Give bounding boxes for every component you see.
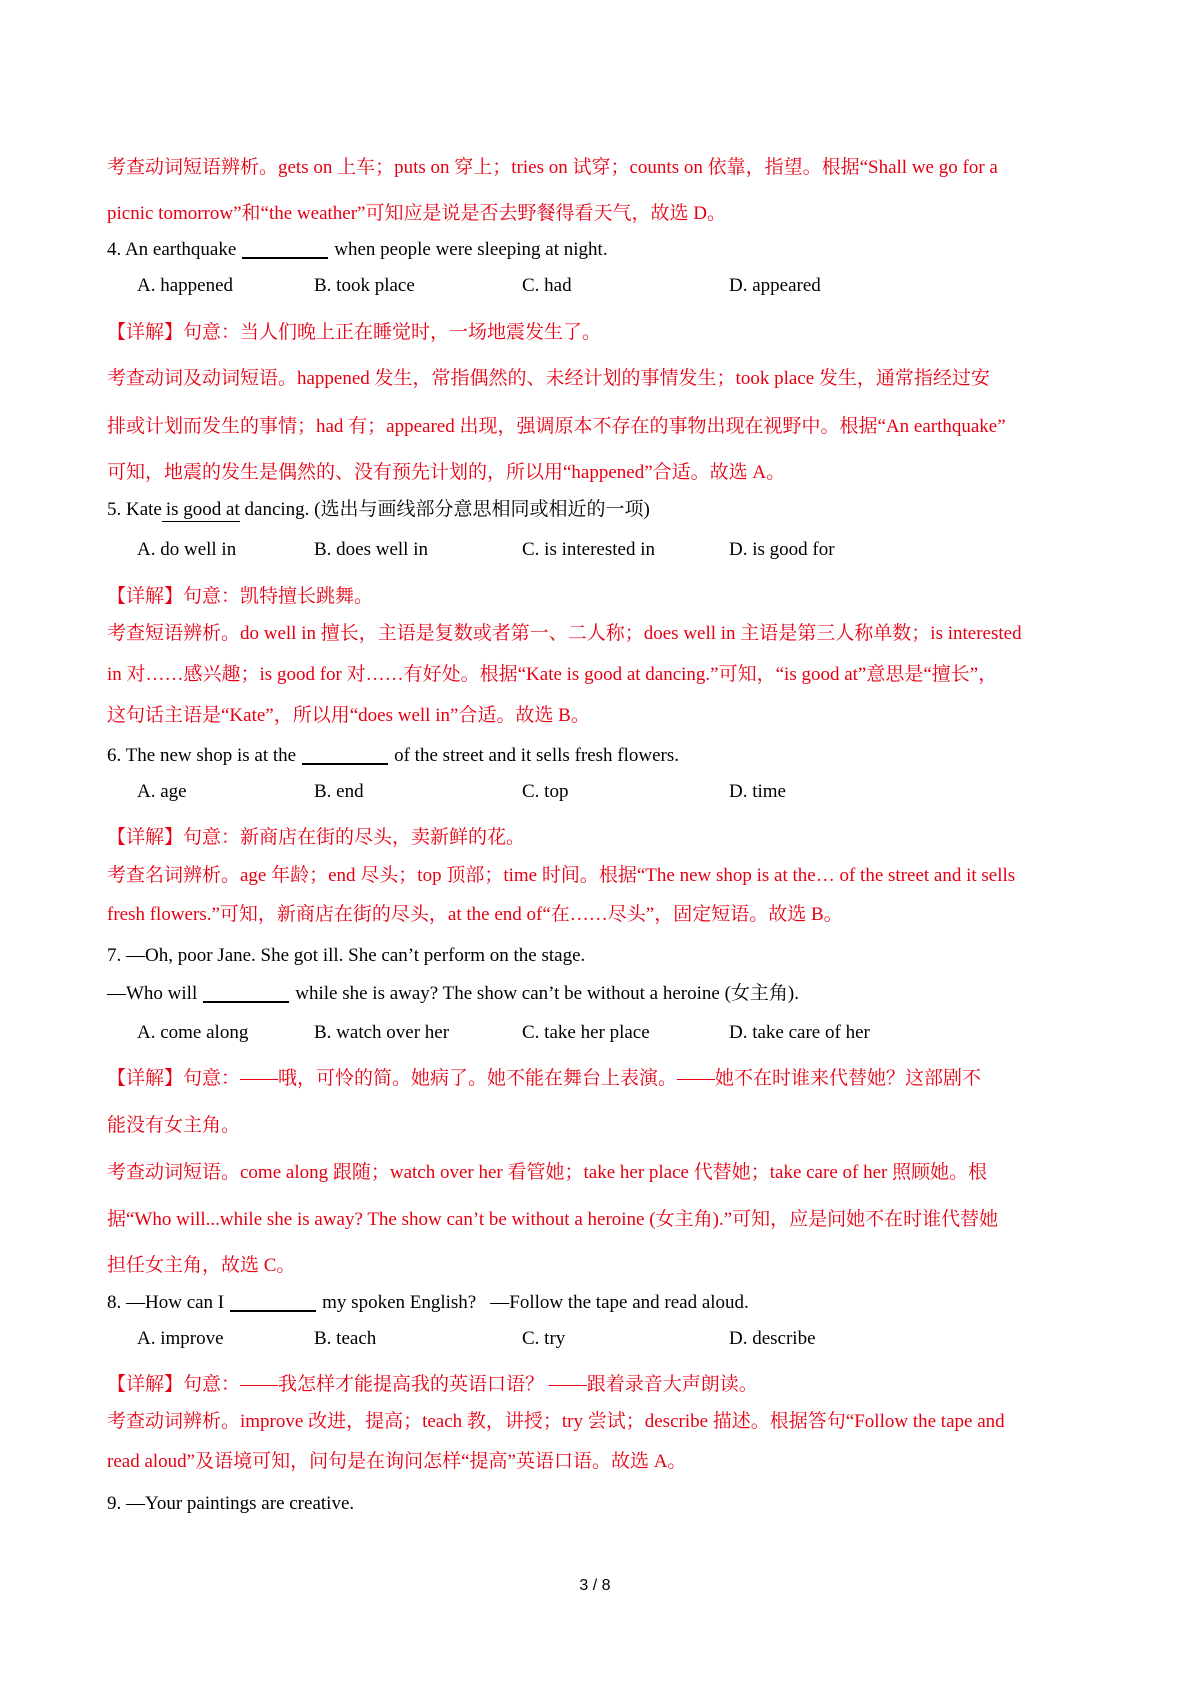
- option-c: C. is interested in: [522, 539, 655, 560]
- stem-text: Kate: [126, 499, 162, 520]
- stem-text: when people were sleeping at night.: [334, 239, 608, 260]
- underlined-phrase: is good at: [162, 499, 240, 522]
- option-b: B. teach: [314, 1328, 377, 1349]
- option-c: C. top: [522, 781, 569, 802]
- stem-text: —Oh, poor Jane. She got ill. She can’t perform on the stage.: [126, 945, 586, 966]
- stem-text: The new shop is at the: [125, 745, 297, 766]
- option-d: D. time: [729, 781, 786, 802]
- question-5-stem: [107, 498, 650, 522]
- stem-text: dancing. (选出与画线部分意思相同或相近的一项): [244, 499, 650, 520]
- detail-line: 【详解】句意：凯特擅长跳舞。: [107, 586, 374, 607]
- answer-blank: [230, 1292, 316, 1312]
- explanation-line: in 对……感兴趣；is good for 对……有好处。根据“Kate is good at dancing.”可知，“is good at”意思是“擅长”，: [107, 664, 998, 685]
- answer-blank: [302, 745, 388, 765]
- option-d: D. take care of her: [729, 1022, 870, 1043]
- option-d: D. appeared: [729, 275, 821, 296]
- page-number: 3 / 8: [579, 1577, 611, 1594]
- reply-text: —Follow the tape and read aloud.: [490, 1292, 749, 1313]
- question-6-stem: [107, 744, 679, 768]
- stem-text: —Who will: [107, 983, 198, 1004]
- explanation-line: 排或计划而发生的事情；had 有；appeared 出现，强调原本不存在的事物出现在视野中。根据“An earthquake”: [107, 416, 1006, 437]
- question-number: 8.: [107, 1292, 122, 1313]
- explanation-line: 这句话主语是“Kate”，所以用“does well in”合适。故选 B。: [107, 705, 590, 726]
- question-8-stem: [107, 1291, 749, 1315]
- option-b: B. watch over her: [314, 1022, 450, 1043]
- detail-line: 【详解】句意：——哦，可怜的简。她病了。她不能在舞台上表演。——她不在时谁来代替她？这部剧不: [107, 1068, 982, 1089]
- explanation-line: 考查动词辨析。improve 改进，提高；teach 教，讲授；try 尝试；describe 描述。根据答句“Follow the tape and: [107, 1411, 1005, 1432]
- explanation-line: read aloud”及语境可知，问句是在询问怎样“提高”英语口语。故选 A。: [107, 1451, 687, 1472]
- stem-text: of the street and it sells fresh flowers.: [394, 745, 680, 766]
- explanation-line: picnic tomorrow”和“the weather”可知应是说是否去野餐得看天气，故选 D。: [107, 203, 726, 224]
- question-number: 9.: [107, 1493, 122, 1514]
- option-b: B. end: [314, 781, 364, 802]
- detail-line: 能没有女主角。: [107, 1115, 241, 1136]
- question-number: 6.: [107, 745, 122, 766]
- answer-blank: [242, 239, 328, 259]
- explanation-line: 考查动词及动词短语。happened 发生，常指偶然的、未经计划的事情发生；took place 发生，通常指经过安: [107, 368, 990, 389]
- option-d: D. is good for: [729, 539, 835, 560]
- question-9-stem: [107, 1492, 354, 1516]
- explanation-line: 考查短语辨析。do well in 擅长，主语是复数或者第一、二人称；does well in 主语是第三人称单数；is interested: [107, 623, 1022, 644]
- explanation-line: 据“Who will...while she is away? The show can’t be without a heroine (女主角).”可知，应是问她不在时谁代替她: [107, 1209, 999, 1230]
- detail-line: 【详解】句意：——我怎样才能提高我的英语口语？ ——跟着录音大声朗读。: [107, 1374, 758, 1395]
- detail-line: 【详解】句意：新商店在街的尽头，卖新鲜的花。: [107, 827, 526, 848]
- stem-text: my spoken English?: [322, 1292, 477, 1313]
- question-number: 7.: [107, 945, 122, 966]
- question-number: 5.: [107, 499, 122, 520]
- option-a: A. come along: [137, 1022, 249, 1043]
- explanation-line: 考查动词短语。come along 跟随；watch over her 看管她；take her place 代替她；take care of her 照顾她。根: [107, 1162, 988, 1183]
- explanation-line: 可知，地震的发生是偶然的、没有预先计划的，所以用“happened”合适。故选 A。: [107, 462, 786, 483]
- option-c: C. had: [522, 275, 572, 296]
- option-b: B. does well in: [314, 539, 428, 560]
- question-4-stem: [107, 238, 608, 262]
- option-c: C. try: [522, 1328, 566, 1349]
- option-a: A. improve: [137, 1328, 224, 1349]
- question-number: 4.: [107, 239, 122, 260]
- option-a: A. age: [137, 781, 187, 802]
- stem-text: An earthquake: [124, 239, 237, 260]
- option-d: D. describe: [729, 1328, 816, 1349]
- stem-text: —Your paintings are creative.: [126, 1493, 355, 1514]
- explanation-line: 担任女主角，故选 C。: [107, 1255, 296, 1276]
- stem-text: —How can I: [126, 1292, 225, 1313]
- detail-line: 【详解】句意：当人们晚上正在睡觉时，一场地震发生了。: [107, 322, 602, 343]
- stem-text: while she is away? The show can’t be without a heroine (女主角).: [295, 983, 799, 1004]
- question-7-stem: [107, 944, 585, 968]
- explanation-line: fresh flowers.”可知，新商店在街的尽头，at the end of“在……尽头”，固定短语。故选 B。: [107, 904, 843, 925]
- question-7-stem-line-2: [107, 982, 799, 1006]
- explanation-line: 考查动词短语辨析。gets on 上车；puts on 穿上；tries on 试穿；counts on 依靠，指望。根据“Shall we go for a: [107, 157, 998, 178]
- option-a: A. happened: [137, 275, 234, 296]
- option-a: A. do well in: [137, 539, 237, 560]
- answer-blank: [203, 983, 289, 1003]
- option-c: C. take her place: [522, 1022, 650, 1043]
- explanation-line: 考查名词辨析。age 年龄；end 尽头；top 顶部；time 时间。根据“The new shop is at the… of the street and it sells: [107, 865, 1016, 886]
- option-b: B. took place: [314, 275, 415, 296]
